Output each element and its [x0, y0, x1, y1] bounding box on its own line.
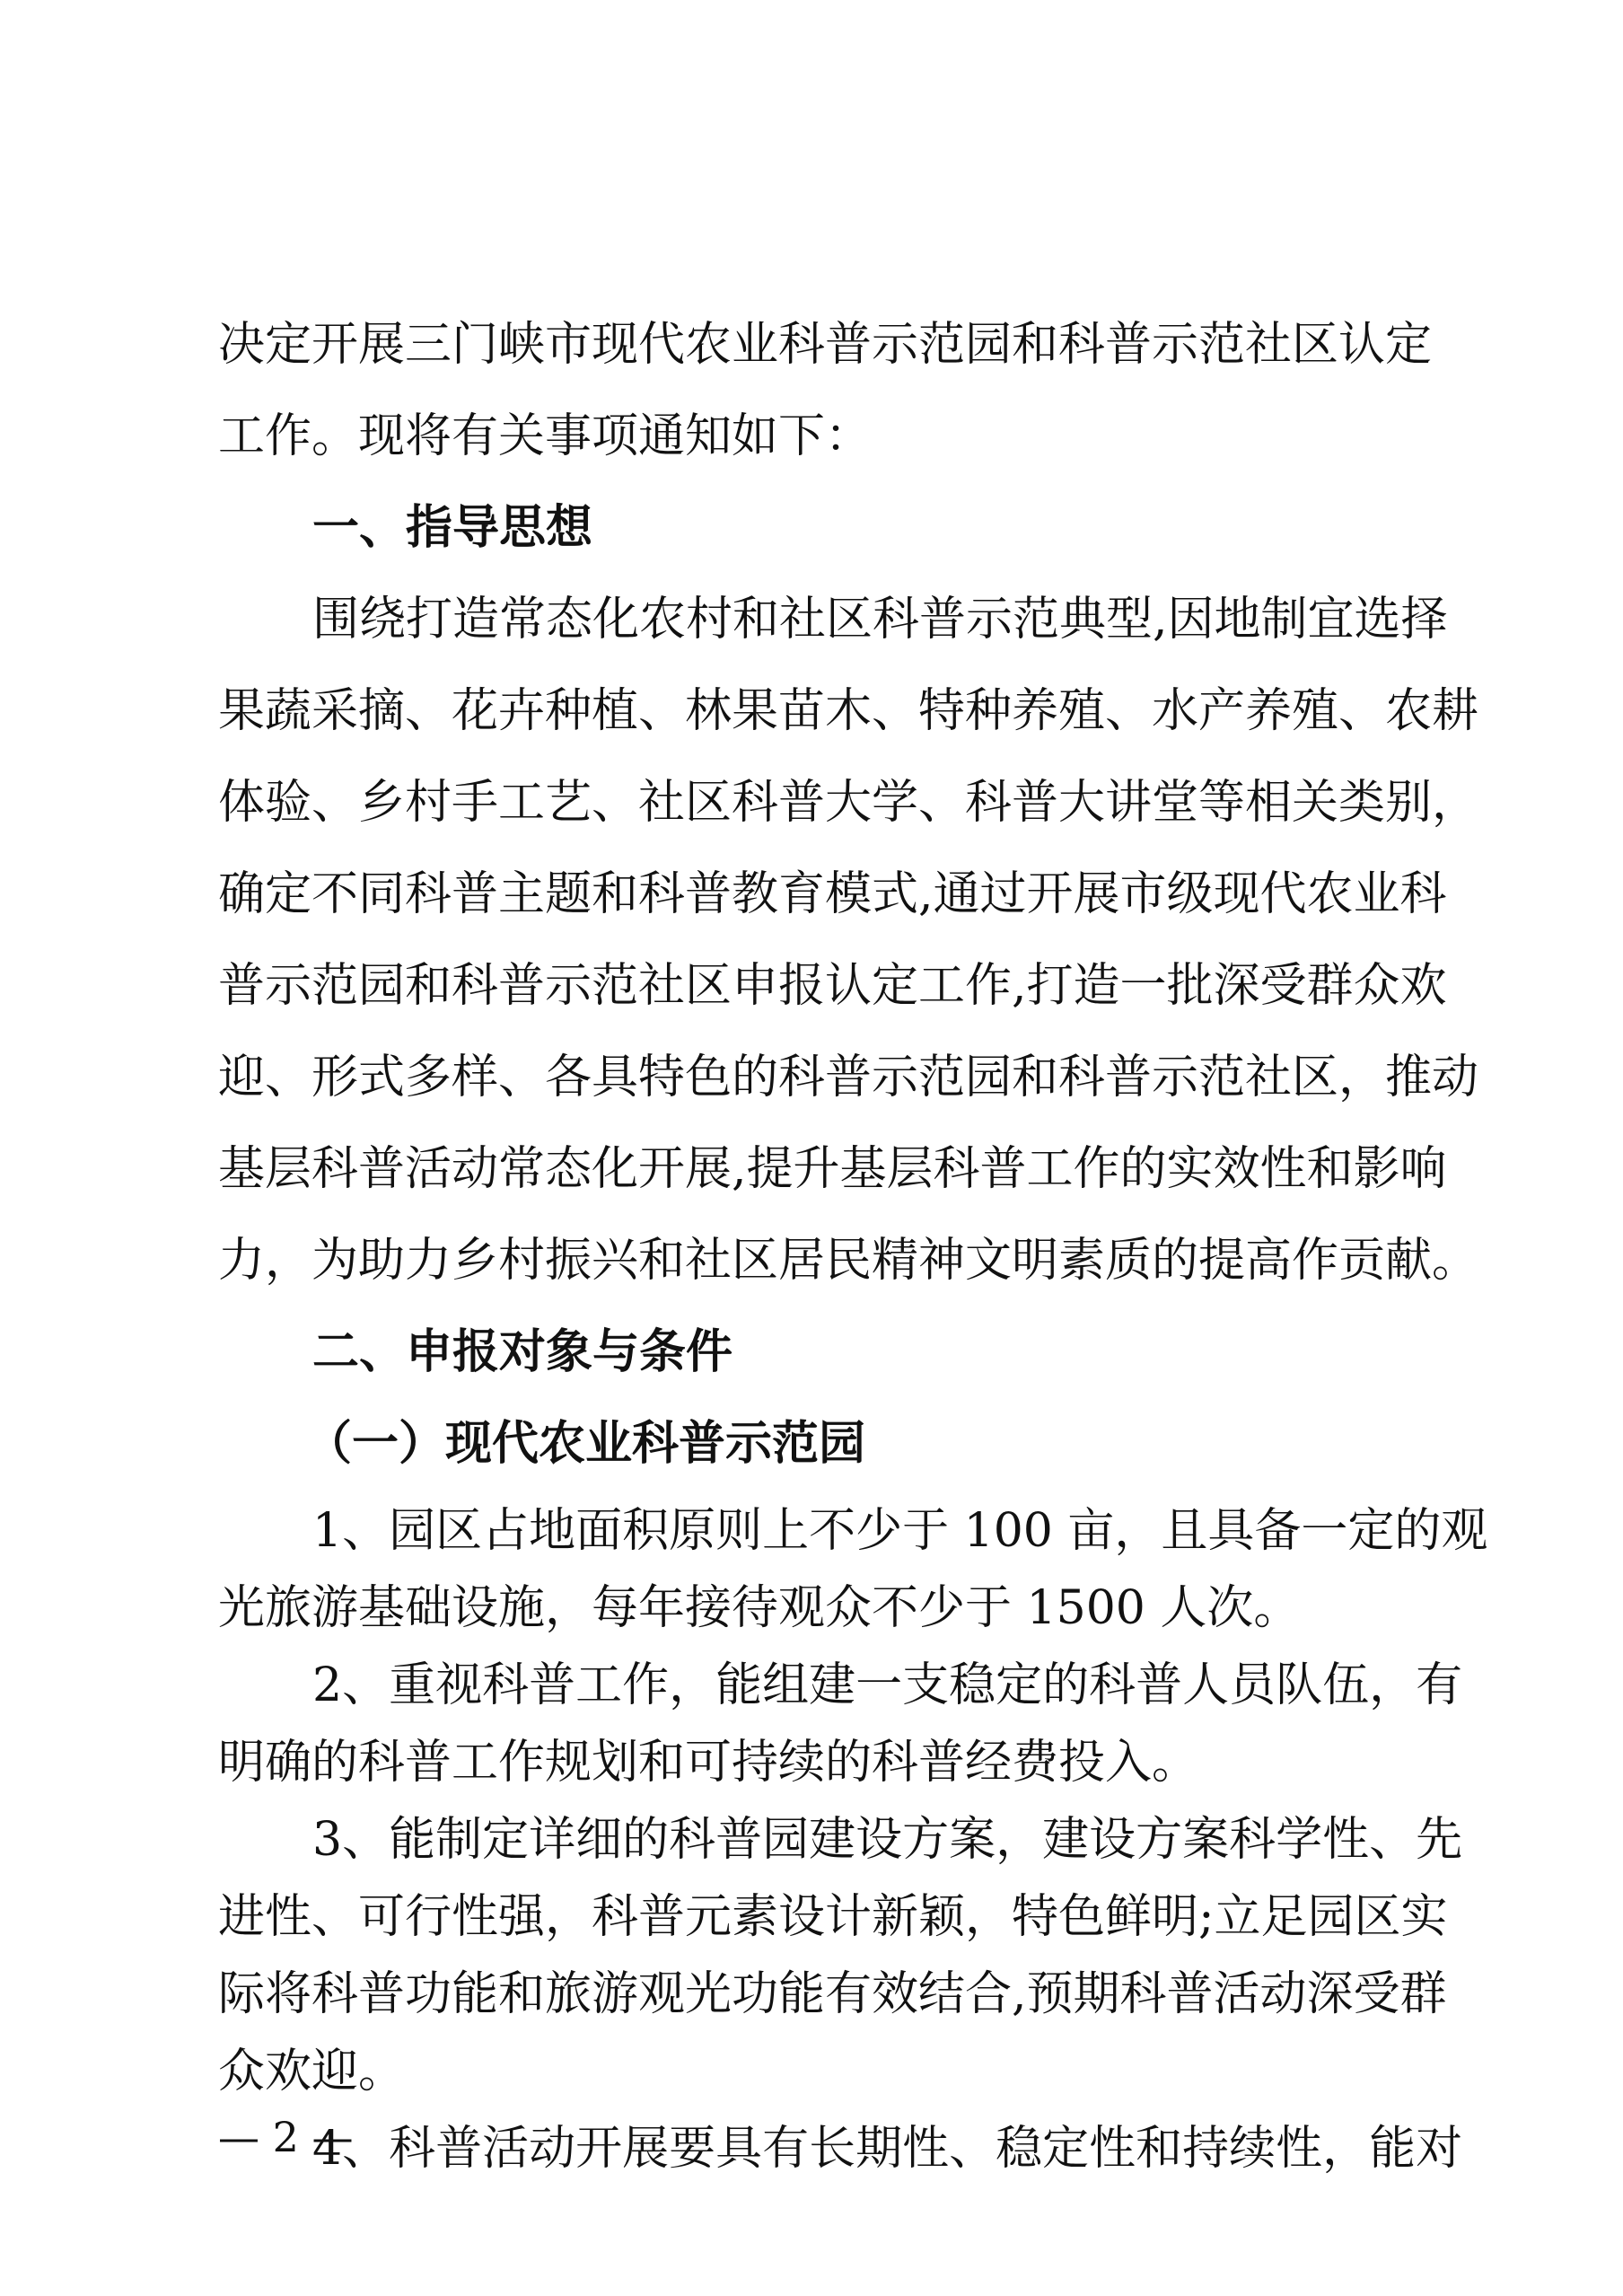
paragraph-line: 众欢迎。: [218, 2045, 406, 2098]
paragraph-line: 4、科普活动开展要具有长期性、稳定性和持续性，能对: [312, 2122, 1463, 2176]
paragraph-line: 力，为助力乡村振兴和社区居民精神文明素质的提高作贡献。: [218, 1234, 1479, 1288]
paragraph-line: 工作。现将有关事项通知如下：: [218, 409, 873, 463]
paragraph-line: 光旅游基础设施，每年接待观众不少于 1500 人次。: [218, 1581, 1301, 1635]
paragraph-line: 决定开展三门峡市现代农业科普示范园和科普示范社区认定: [218, 318, 1433, 372]
page-number: — 2 —: [218, 2113, 354, 2161]
paragraph-line: 2、重视科普工作，能组建一支稳定的科普人员队伍，有: [312, 1658, 1463, 1712]
paragraph-line: 基层科普活动常态化开展,提升基层科普工作的实效性和影响: [218, 1142, 1447, 1196]
paragraph-line: 明确的科普工作规划和可持续的科普经费投入。: [218, 1736, 1199, 1790]
paragraph-line: 迎、形式多样、各具特色的科普示范园和科普示范社区，推动: [218, 1051, 1479, 1104]
paragraph-line: 确定不同科普主题和科普教育模式,通过开展市级现代农业科: [218, 867, 1447, 921]
section-heading-applicants-and-conditions: 二、申报对象与条件: [312, 1325, 733, 1379]
paragraph-line: 果蔬采摘、花卉种植、林果苗木、特种养殖、水产养殖、农耕: [218, 684, 1479, 738]
paragraph-line: 际将科普功能和旅游观光功能有效结合,预期科普活动深受群: [218, 1967, 1447, 2021]
paragraph-line: 1、园区占地面积原则上不少于 100 亩，且具备一定的观: [312, 1504, 1488, 1558]
section-heading-guiding-ideology: 一、指导思想: [312, 501, 593, 555]
paragraph-line: 3、能制定详细的科普园建设方案，建设方案科学性、先: [312, 1813, 1463, 1867]
subsection-heading-demo-garden: （一）现代农业科普示范园: [305, 1417, 866, 1471]
paragraph-line: 普示范园和科普示范社区申报认定工作,打造一批深受群众欢: [218, 959, 1447, 1013]
paragraph-line: 体验、乡村手工艺、社区科普大学、科普大讲堂等相关类别，: [218, 776, 1479, 830]
paragraph-line: 围绕打造常态化农村和社区科普示范典型,因地制宜选择: [312, 593, 1448, 647]
paragraph-line: 进性、可行性强，科普元素设计新颖，特色鲜明;立足园区实: [218, 1890, 1448, 1944]
